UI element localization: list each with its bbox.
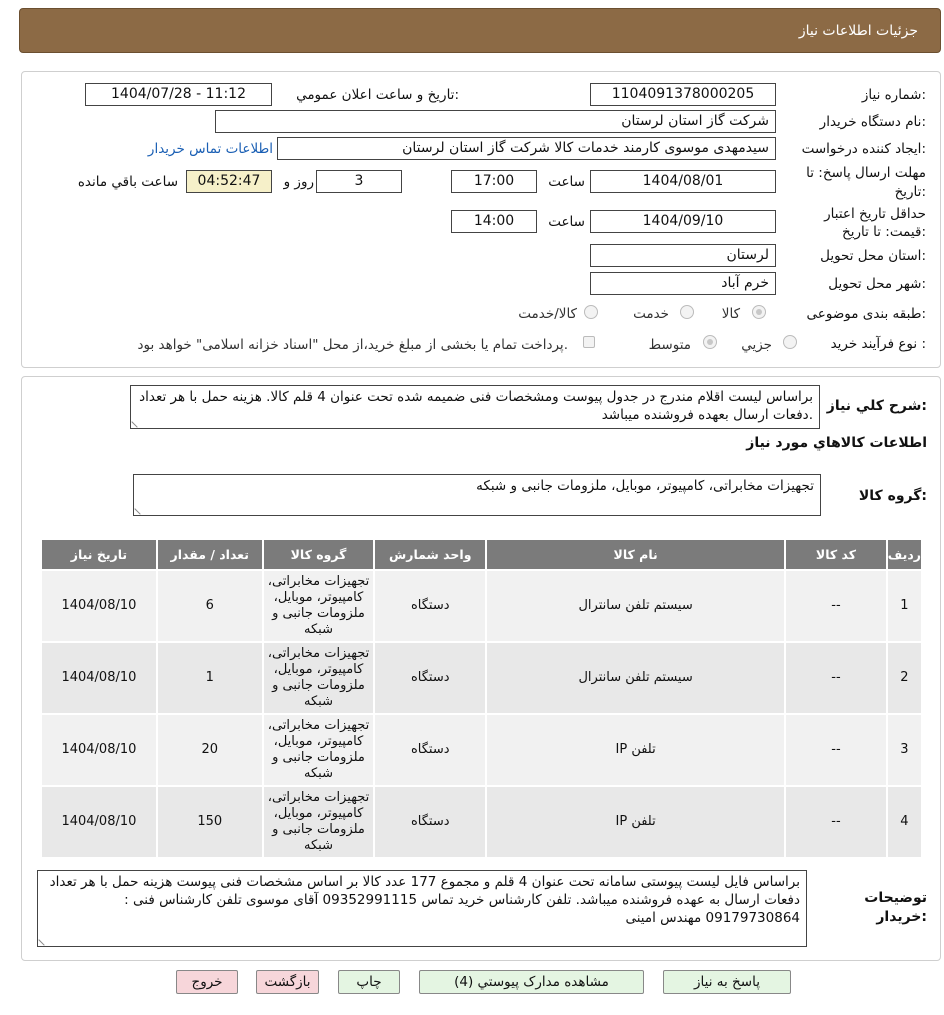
- days-label: روز و: [283, 174, 314, 190]
- deadline-date-field: 1404/08/01: [590, 170, 776, 193]
- cell-qty: 1: [157, 642, 263, 714]
- cell-unit: دستگاه: [374, 642, 486, 714]
- cell-name: تلفن IP: [486, 714, 785, 786]
- process-partial-radio[interactable]: [783, 335, 797, 349]
- province-field: لرستان: [590, 244, 776, 267]
- cell-date: 1404/08/10: [41, 570, 157, 642]
- view-attachments-button[interactable]: مشاهده مدارک پیوستي (4): [419, 970, 644, 994]
- announce-label: تاریخ و ساعت اعلان عمومي:: [296, 87, 459, 103]
- need-no-field: 1104091378000205: [590, 83, 776, 106]
- need-no-label: شماره نیاز:: [861, 87, 926, 103]
- cell-index: 1: [887, 570, 922, 642]
- goods-group-text: تجهیزات مخابراتی، کامپیوتر، موبایل، ملزومات جانبی و شبکه: [476, 478, 814, 494]
- category-both-radio[interactable]: [584, 305, 598, 319]
- cell-qty: 6: [157, 570, 263, 642]
- goods-info-title: اطلاعات کالاهاي مورد نياز: [746, 435, 927, 451]
- city-label: شهر محل تحویل:: [828, 276, 926, 292]
- table-header-row: [41, 539, 922, 570]
- cell-name: سیستم تلفن سانترال: [486, 642, 785, 714]
- buyer-label: نام دستگاه خریدار:: [819, 114, 926, 130]
- treasury-payment-checkbox[interactable]: [583, 336, 595, 348]
- contact-info-link[interactable]: اطلاعات تماس خریدار: [147, 141, 273, 157]
- reply-button[interactable]: پاسخ به نياز: [663, 970, 791, 994]
- validity-label-2: قیمت: تا تاریخ:: [841, 224, 926, 240]
- cell-unit: دستگاه: [374, 786, 486, 858]
- deadline-label: مهلت ارسال پاسخ: تا: [806, 165, 926, 181]
- category-goods-label: کالا: [721, 306, 740, 322]
- treasury-payment-label: پرداخت تمام یا بخشی از مبلغ خرید،از محل "اسناد خزانه اسلامی" خواهد بود.: [137, 337, 568, 353]
- cell-name: تلفن IP: [486, 786, 785, 858]
- process-medium-label: متوسط: [648, 337, 691, 353]
- validity-time-label: ساعت: [548, 214, 585, 230]
- cell-unit: دستگاه: [374, 714, 486, 786]
- deadline-time-field: 17:00: [451, 170, 537, 193]
- validity-time-field: 14:00: [451, 210, 537, 233]
- goods-table: [40, 538, 923, 859]
- cell-index: 2: [887, 642, 922, 714]
- page-title: جزئیات اطلاعات نیاز: [798, 23, 918, 39]
- category-both-label: کالا/خدمت: [518, 306, 577, 322]
- cell-date: 1404/08/10: [41, 642, 157, 714]
- table-row: [41, 786, 922, 858]
- resize-grip-icon[interactable]: [131, 416, 142, 427]
- col-header: تاریخ نیاز: [41, 539, 157, 570]
- process-partial-label: جزیي: [741, 337, 772, 353]
- table-row: [41, 714, 922, 786]
- category-label: طبقه بندی موضوعی:: [806, 306, 926, 322]
- creator-label: ايجاد کننده درخواست:: [801, 141, 926, 157]
- exit-button[interactable]: خروج: [176, 970, 238, 994]
- cell-index: 3: [887, 714, 922, 786]
- cell-index: 4: [887, 786, 922, 858]
- cell-code: --: [785, 786, 887, 858]
- table-row: [41, 642, 922, 714]
- goods-group-label: گروه کالا:: [858, 488, 927, 504]
- process-medium-radio[interactable]: [703, 335, 717, 349]
- cell-group: تجهیزات مخابراتی، کامپیوتر، موبایل، ملزومات جانبی و شبکه: [263, 642, 375, 714]
- col-header: رديف: [887, 539, 922, 570]
- remaining-label: ساعت باقي مانده: [77, 174, 178, 190]
- deadline-label-2: تاریخ:: [894, 184, 926, 200]
- announce-field: 1404/07/28 - 11:12: [85, 83, 272, 106]
- remaining-time-field: 04:52:47: [186, 170, 272, 193]
- table-row: [41, 570, 922, 642]
- page-header: [19, 8, 941, 53]
- buyer-notes-textarea[interactable]: [37, 870, 807, 947]
- col-header: نام کالا: [486, 539, 785, 570]
- col-header: کد کالا: [785, 539, 887, 570]
- cell-code: --: [785, 642, 887, 714]
- cell-date: 1404/08/10: [41, 714, 157, 786]
- back-button[interactable]: بازگشت: [256, 970, 319, 994]
- cell-qty: 150: [157, 786, 263, 858]
- buyer-field: شرکت گاز استان لرستان: [215, 110, 776, 133]
- cell-group: تجهیزات مخابراتی، کامپیوتر، موبایل، ملزومات جانبی و شبکه: [263, 570, 375, 642]
- summary-text: براساس لیست اقلام مندرج در جدول پیوست ومشخصات فنی ضمیمه شده تحت عنوان 4 قلم کالا. هزینه حمل با هر تعداد دفعات ارسال بعهده فروشنده میباشد.: [139, 389, 813, 423]
- category-service-label: خدمت: [633, 306, 669, 322]
- cell-qty: 20: [157, 714, 263, 786]
- cell-unit: دستگاه: [374, 570, 486, 642]
- category-goods-radio[interactable]: [752, 305, 766, 319]
- days-field: 3: [316, 170, 402, 193]
- print-button[interactable]: چاپ: [338, 970, 400, 994]
- cell-name: سیستم تلفن سانترال: [486, 570, 785, 642]
- summary-label: شرح کلي نیاز:: [826, 398, 927, 414]
- cell-group: تجهیزات مخابراتی، کامپیوتر، موبایل، ملزومات جانبی و شبکه: [263, 714, 375, 786]
- summary-textarea[interactable]: [130, 385, 820, 429]
- goods-group-textarea[interactable]: [133, 474, 821, 516]
- process-label: نوع فرآیند خرید :: [830, 336, 926, 352]
- cell-date: 1404/08/10: [41, 786, 157, 858]
- buyer-notes-text: براساس فایل لیست پیوستی سامانه تحت عنوان 4 قلم و مجموع 177 عدد کالا بر اساس مشخصات فنی پیوست هزینه حمل با هر تعداد دفعات ارسال به عهده فروشنده میباشد. تلفن کارشناس خرید تماس 09352991115 آقای موسوی تلفن کارشناس فنی : 09179730864 مهندس امینی: [49, 874, 800, 926]
- col-header: گروه کالا: [263, 539, 375, 570]
- resize-grip-icon[interactable]: [134, 503, 145, 514]
- cell-group: تجهیزات مخابراتی، کامپیوتر، موبایل، ملزومات جانبی و شبکه: [263, 786, 375, 858]
- buyer-notes-label: توضیحات: [864, 890, 927, 906]
- province-label: استان محل تحویل:: [820, 248, 926, 264]
- col-header: تعداد / مقدار: [157, 539, 263, 570]
- col-header: واحد شمارش: [374, 539, 486, 570]
- deadline-time-label: ساعت: [548, 174, 585, 190]
- city-field: خرم آباد: [590, 272, 776, 295]
- cell-code: --: [785, 570, 887, 642]
- validity-date-field: 1404/09/10: [590, 210, 776, 233]
- buyer-notes-label-2: خریدار:: [876, 909, 927, 925]
- creator-field: سیدمهدی موسوی کارمند خدمات کالا شرکت گاز استان لرستان: [277, 137, 776, 160]
- cell-code: --: [785, 714, 887, 786]
- category-service-radio[interactable]: [680, 305, 694, 319]
- resize-grip-icon[interactable]: [38, 934, 49, 945]
- validity-label: حداقل تاریخ اعتبار: [824, 206, 926, 222]
